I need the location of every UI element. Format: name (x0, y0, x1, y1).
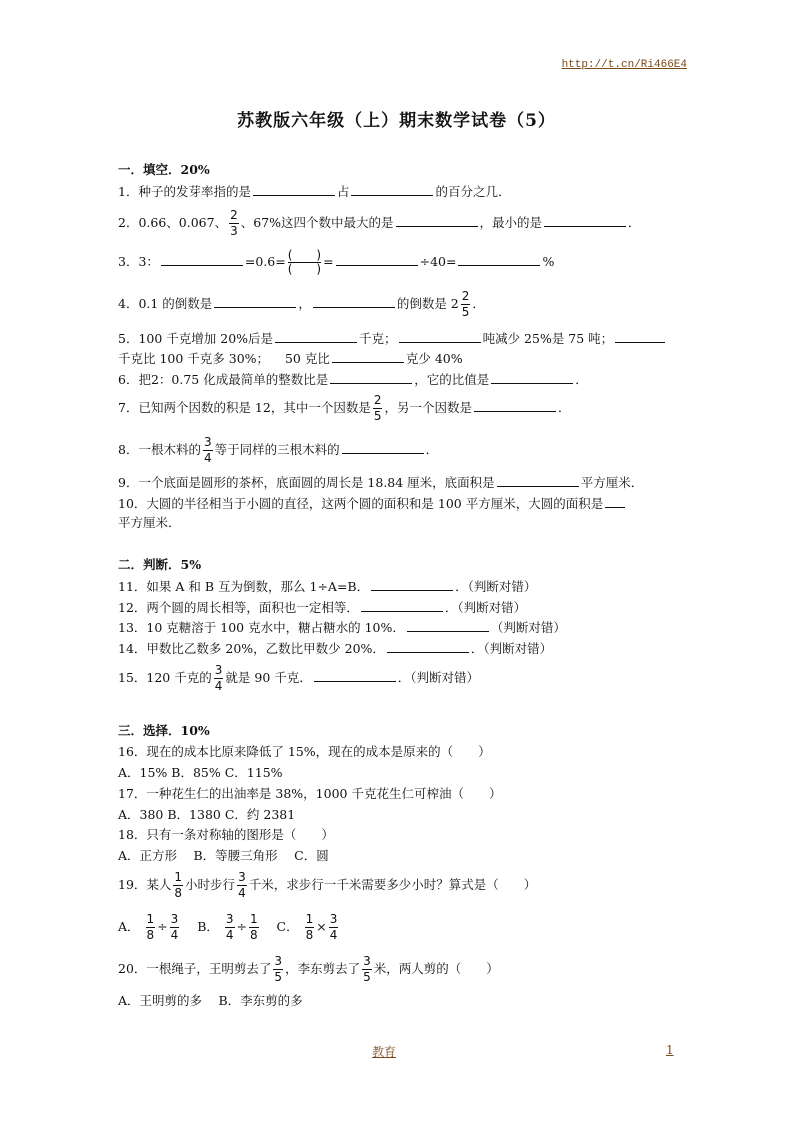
fraction-3-4 (214, 664, 224, 693)
q14-suffix: ．（判断对错） (470, 641, 553, 656)
fraction-denominator: 4 (214, 679, 223, 693)
q8-text-a: 8．一根木料的 (118, 442, 201, 457)
q15-text-b: 就是 90 千克． (225, 670, 312, 685)
fraction-3-4 (170, 913, 180, 942)
q12-text: 12．两个圆的周长相等，面积也一定相等． (118, 600, 359, 615)
question-17-options: A．380 B．1380 C．约 2381 (118, 807, 296, 822)
fraction-denominator: 4 (170, 928, 179, 942)
q20-text-a: 20．一根绳子，王明剪去了 (118, 961, 272, 976)
fraction-denominator: 8 (249, 928, 258, 942)
q1-text-a: 1．种子的发芽率指的是 (118, 184, 251, 199)
fraction-numerator: 1 (146, 912, 155, 926)
q20-text-b: ，李东剪去了 (285, 961, 361, 976)
q13-text: 13．10 克糖溶于 100 克水中，糖占糖水的 10%． (118, 620, 405, 635)
fraction-denominator: 5 (373, 409, 382, 423)
question-7 (118, 391, 571, 425)
q6-text-c: ． (575, 372, 588, 387)
q5-blank-2[interactable] (399, 330, 481, 343)
question-13 (118, 619, 566, 636)
q14-blank[interactable] (387, 640, 469, 653)
q11-blank[interactable] (371, 578, 453, 591)
fraction-numerator: 3 (170, 912, 179, 926)
q8-blank-1[interactable] (342, 441, 424, 454)
q5-text-c: 吨减少 25%是 75 吨； (482, 331, 614, 346)
fraction-numerator: 2 (461, 289, 470, 303)
fraction-1-8 (249, 913, 259, 942)
q20-text-c: 米，两人剪的（ ） (373, 961, 499, 976)
fraction-denominator: 3 (230, 224, 238, 238)
q2-blank-1[interactable] (396, 214, 478, 227)
fraction-3-5 (362, 955, 372, 984)
q5-text-d: 千克比 100 千克多 30%； (118, 351, 270, 366)
question-17: 17．一种花生仁的出油率是 38%，1000 千克花生仁可榨油（ ） (118, 786, 502, 801)
multiply-sign: × (316, 919, 327, 934)
q8-text-b: 等于同样的三根木料的 (214, 442, 340, 457)
question-1 (118, 183, 511, 200)
fraction-3-5 (273, 955, 283, 984)
divide-sign: ÷ (236, 919, 247, 934)
q10-text-b: 平方厘米． (118, 515, 181, 530)
q2-text-c: ，最小的是 (479, 215, 543, 230)
q7-text-b: ，另一个因数是 (384, 400, 472, 415)
fraction-denominator: 4 (225, 928, 234, 942)
question-4 (118, 287, 485, 321)
question-18: 18．只有一条对称轴的图形是（ ） (118, 827, 334, 842)
fraction-denominator: 8 (305, 928, 314, 942)
footer-link[interactable]: 教育 (372, 1045, 397, 1059)
fraction-numerator: 3 (214, 663, 223, 677)
section-heading-choice: 三．选择．10% (118, 723, 210, 738)
fraction-2-3 (229, 209, 239, 238)
q10-blank-1[interactable] (605, 495, 625, 508)
q12-suffix: ．（判断对错） (444, 600, 527, 615)
fraction-1-8 (146, 913, 156, 942)
q5-text-a: 5．100 千克增加 20%后是 (118, 331, 274, 346)
fraction-numerator: 2 (373, 393, 382, 407)
q19-option-b-label: B． (197, 919, 219, 934)
question-20 (118, 952, 499, 986)
q1-text-b: 占 (336, 184, 350, 199)
q3-blank-2[interactable] (336, 253, 418, 266)
q3-text-c: = (323, 254, 334, 269)
q4-blank-2[interactable] (313, 295, 395, 308)
q10-text-a: 10．大圆的半径相当于小圆的直径，这两个圆的面积和是 100 平方厘米，大圆的面积是 (118, 496, 604, 511)
question-19 (118, 868, 536, 902)
fraction-numerator: 3 (225, 912, 234, 926)
question-11 (118, 578, 536, 595)
q14-text: 14．甲数比乙数多 20%，乙数比甲数少 20%． (118, 641, 385, 656)
section-heading-judge: 二．判断．5% (118, 557, 202, 572)
fraction-denominator: 4 (329, 928, 338, 942)
fraction-denominator: 5 (363, 970, 371, 984)
fraction-numerator: 2 (230, 208, 238, 222)
fraction-3-4 (225, 913, 235, 942)
question-10-line-1 (118, 495, 627, 512)
fraction-3-4 (237, 871, 247, 900)
q6-text-b: ，它的比值是 (414, 372, 490, 387)
q2-text-d: ． (628, 215, 641, 230)
question-16-options: A．15% B．85% C．115% (118, 765, 283, 780)
fraction-numerator: 3 (274, 954, 283, 968)
fraction-1-8 (305, 913, 315, 942)
q1-text-c: 的百分之几． (435, 184, 511, 199)
q3-text-a: 3．3： (118, 254, 159, 269)
q13-suffix: （判断对错） (490, 620, 566, 635)
q19-option-a-label: A． (118, 919, 140, 934)
q19-option-c-label: C． (276, 919, 299, 934)
page-number: 1 (666, 1043, 674, 1057)
fraction-1-8 (173, 871, 183, 900)
q3-text-b: =0.6= (244, 254, 286, 269)
q6-blank-1[interactable] (330, 371, 412, 384)
q13-blank[interactable] (407, 619, 489, 632)
paren-top: ( ) (287, 248, 322, 262)
q9-blank-1[interactable] (497, 474, 579, 487)
question-8 (118, 433, 438, 467)
fraction-denominator: 4 (203, 451, 212, 465)
q3-text-d: ÷40= (419, 254, 457, 269)
question-16: 16．现在的成本比原来降低了 15%，现在的成本是原来的（ ） (118, 744, 491, 759)
page-title: 苏教版六年级（上）期末数学试卷（5） (237, 111, 556, 131)
question-9 (118, 474, 643, 491)
q15-text-a: 15．120 千克的 (118, 670, 212, 685)
q3-fraction-blank[interactable] (288, 249, 321, 276)
question-6 (118, 371, 588, 388)
fraction-denominator: 8 (174, 886, 183, 900)
header-url[interactable]: http://t.cn/Ri466E4 (561, 59, 687, 71)
question-18-options: A．正方形 B．等腰三角形 C．圆 (118, 848, 329, 863)
fraction-numerator: 3 (363, 954, 371, 968)
q9-text-a: 9．一个底面是圆形的茶杯，底面圆的周长是 18.84 厘米，底面积是 (118, 475, 495, 490)
question-19-options (118, 910, 340, 944)
q4-text-a: 4．0.1 的倒数是 (118, 296, 213, 311)
fraction-2-5 (461, 290, 471, 319)
fraction-denominator: 4 (238, 886, 246, 900)
fraction-2-5 (373, 394, 383, 423)
q4-text-c: 的倒数是 2 (396, 296, 459, 311)
q5-blank-4[interactable] (332, 350, 404, 363)
divide-sign: ÷ (157, 919, 168, 934)
q5-text-f: 克少 40% (405, 351, 463, 366)
q11-suffix: ．（判断对错） (455, 579, 537, 594)
q1-blank-1[interactable] (253, 183, 335, 196)
q15-suffix: ．（判断对错） (397, 670, 480, 685)
q1-blank-2[interactable] (351, 183, 433, 196)
q7-blank-1[interactable] (474, 399, 556, 412)
q2-blank-2[interactable] (544, 214, 626, 227)
fraction-numerator: 1 (249, 912, 258, 926)
fraction-numerator: 3 (238, 870, 246, 884)
question-2 (118, 206, 641, 240)
q2-text-b: 、67%这四个数中最大的是 (240, 215, 394, 230)
question-15 (118, 661, 479, 695)
fraction-3-4 (203, 436, 213, 465)
q7-text-a: 7．已知两个因数的积是 12，其中一个因数是 (118, 400, 371, 415)
q6-text-a: 6．把2：0.75 化成最简单的整数比是 (118, 372, 329, 387)
section-heading-fill: 一．填空．20% (118, 162, 210, 177)
q7-text-c: ． (558, 400, 571, 415)
q6-blank-2[interactable] (491, 371, 573, 384)
q4-text-d: ． (472, 296, 485, 311)
q4-text-b: ， (298, 296, 311, 311)
q5-blank-3[interactable] (615, 330, 665, 343)
question-5-line-1 (118, 330, 667, 347)
q5-blank-1[interactable] (275, 330, 357, 343)
question-3 (118, 245, 554, 279)
q3-text-e: % (542, 254, 555, 269)
q19-text-b: 小时步行 (185, 877, 236, 892)
q9-text-b: 平方厘米． (580, 475, 644, 490)
q5-text-e: 50 克比 (284, 351, 330, 366)
q12-blank[interactable] (361, 599, 443, 612)
q5-text-b: 千克； (359, 331, 397, 346)
q2-text-a: 2．0.66、0.067、 (118, 215, 228, 230)
fraction-numerator: 1 (174, 870, 183, 884)
q15-blank[interactable] (314, 669, 396, 682)
q19-text-c: 千米，求步行一千米需要多少小时？算式是（ ） (248, 877, 537, 892)
q3-blank-1[interactable] (161, 253, 243, 266)
q11-text: 11．如果 A 和 B 互为倒数，那么 1÷A=B． (118, 579, 370, 594)
q4-blank-1[interactable] (214, 295, 296, 308)
question-10-line-2 (118, 515, 181, 531)
fraction-numerator: 3 (329, 912, 338, 926)
q19-text-a: 19．某人 (118, 877, 172, 892)
question-14 (118, 640, 552, 657)
question-20-options: A．王明剪的多 B．李东剪的多 (118, 993, 303, 1008)
fraction-denominator: 5 (461, 305, 470, 319)
q3-blank-3[interactable] (458, 253, 540, 266)
fraction-numerator: 3 (203, 435, 212, 449)
question-12 (118, 599, 526, 616)
question-5-line-2 (118, 350, 463, 367)
fraction-3-4 (329, 913, 339, 942)
fraction-numerator: 1 (305, 912, 314, 926)
fraction-denominator: 8 (146, 928, 155, 942)
q8-text-c: ． (425, 442, 439, 457)
paren-bottom: ( ) (287, 262, 322, 276)
fraction-denominator: 5 (274, 970, 283, 984)
